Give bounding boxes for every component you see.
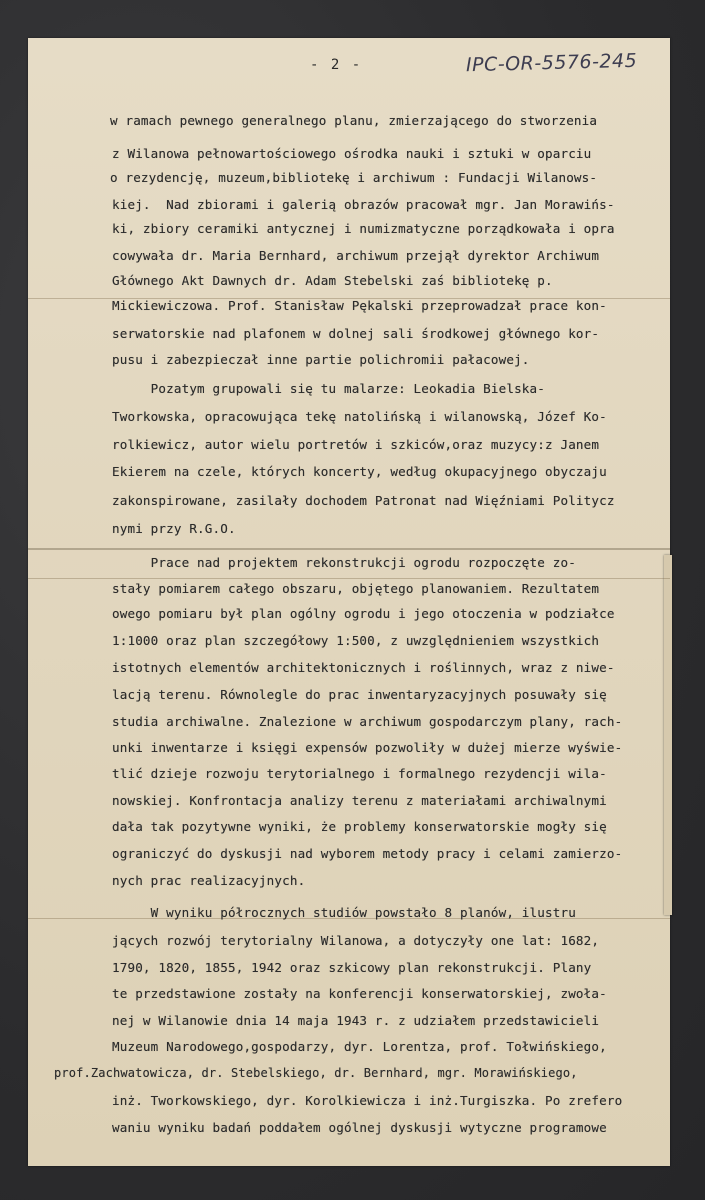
text-line: prof.Zachwatowicza, dr. Stebelskiego, dr. Bernhard, mgr. Morawińskiego,: [54, 1066, 578, 1080]
text-line: lacją terenu. Równolegle do prac inwentaryzacyjnych posuwały się: [112, 687, 607, 702]
text-line: jących rozwój terytorialny Wilanowa, a dotyczyły one lat: 1682,: [112, 933, 600, 948]
text-line: zakonspirowane, zasilały dochodem Patronat nad Więźniami Politycz: [112, 493, 615, 508]
text-line: Głównego Akt Dawnych dr. Adam Stebelski zaś bibliotekę p.: [112, 273, 553, 288]
text-line: w ramach pewnego generalnego planu, zmierzającego do stworzenia: [110, 113, 598, 128]
text-line: 1:1000 oraz plan szczegółowy 1:500, z uwzględnieniem wszystkich: [112, 633, 600, 648]
archive-signature: IPC-OR-5576-245: [465, 49, 638, 77]
text-line: rolkiewicz, autor wielu portretów i szkiców,oraz muzycy:z Janem: [112, 437, 600, 452]
text-line: studia archiwalne. Znalezione w archiwum gospodarczym plany, rach-: [112, 714, 623, 729]
text-line: Mickiewiczowa. Prof. Stanisław Pękalski przeprowadzał prace kon-: [112, 298, 607, 313]
text-line: 1790, 1820, 1855, 1942 oraz szkicowy plan rekonstrukcji. Plany: [112, 960, 592, 975]
text-line: cowywała dr. Maria Bernhard, archiwum przejął dyrektor Archiwum: [112, 248, 600, 263]
text-line: nych prac realizacyjnych.: [112, 873, 306, 888]
text-line: ograniczyć do dyskusji nad wyborem metody pracy i celami zamierzo-: [112, 846, 623, 861]
text-line: Muzeum Narodowego,gospodarzy, dyr. Lorentza, prof. Tołwińskiego,: [112, 1039, 607, 1054]
text-line: nej w Wilanowie dnia 14 maja 1943 r. z udziałem przedstawicieli: [112, 1013, 600, 1028]
text-line: dała tak pozytywne wyniki, że problemy konserwatorskie mogły się: [112, 819, 607, 834]
text-line: waniu wyniku badań poddałem ogólnej dyskusji wytyczne programowe: [112, 1120, 607, 1135]
text-line: W wyniku półrocznych studiów powstało 8 planów, ilustru: [112, 905, 576, 920]
text-line: serwatorskie nad plafonem w dolnej sali środkowej głównego kor-: [112, 326, 600, 341]
text-line: o rezydencję, muzeum,bibliotekę i archiwum : Fundacji Wilanows-: [110, 170, 598, 185]
text-line: inż. Tworkowskiego, dyr. Korolkiewicza i inż.Turgiszka. Po zrefero: [112, 1093, 623, 1108]
text-line: istotnych elementów architektonicznych i roślinnych, wraz z niwe-: [112, 660, 615, 675]
text-line: Tworkowska, opracowująca tekę natolińską i wilanowską, Józef Ko-: [112, 409, 607, 424]
text-line: pusu i zabezpieczał inne partie polichromii pałacowej.: [112, 352, 530, 367]
text-line: owego pomiaru był plan ogólny ogrodu i jego otoczenia w podziałce: [112, 606, 615, 621]
text-line: nowskiej. Konfrontacja analizy terenu z materiałami archiwalnymi: [112, 793, 607, 808]
text-line: unki inwentarze i księgi expensów pozwoliły w dużej mierze wyświe-: [112, 740, 623, 755]
text-line: stały pomiarem całego obszaru, objętego planowaniem. Rezultatem: [112, 581, 600, 596]
text-line: Pozatym grupowali się tu malarze: Leokadia Bielska-: [112, 381, 545, 396]
text-line: z Wilanowa pełnowartościowego ośrodka nauki i sztuki w oparciu: [112, 146, 592, 161]
text-line: kiej. Nad zbiorami i galerią obrazów pracował mgr. Jan Morawińs-: [112, 197, 615, 212]
text-line: tlić dzieje rozwoju terytorialnego i formalnego rezydencji wila-: [112, 766, 607, 781]
text-line: te przedstawione zostały na konferencji konserwatorskiej, zwoła-: [112, 986, 607, 1001]
text-line: Prace nad projektem rekonstrukcji ogrodu rozpoczęte zo-: [112, 555, 576, 570]
text-line: nymi przy R.G.O.: [112, 521, 236, 536]
text-line: Ekierem na czele, których koncerty, według okupacyjnego obyczaju: [112, 464, 607, 479]
text-line: ki, zbiory ceramiki antycznej i numizmatyczne porządkowała i opra: [112, 221, 615, 236]
page-number: - 2 -: [310, 57, 363, 73]
